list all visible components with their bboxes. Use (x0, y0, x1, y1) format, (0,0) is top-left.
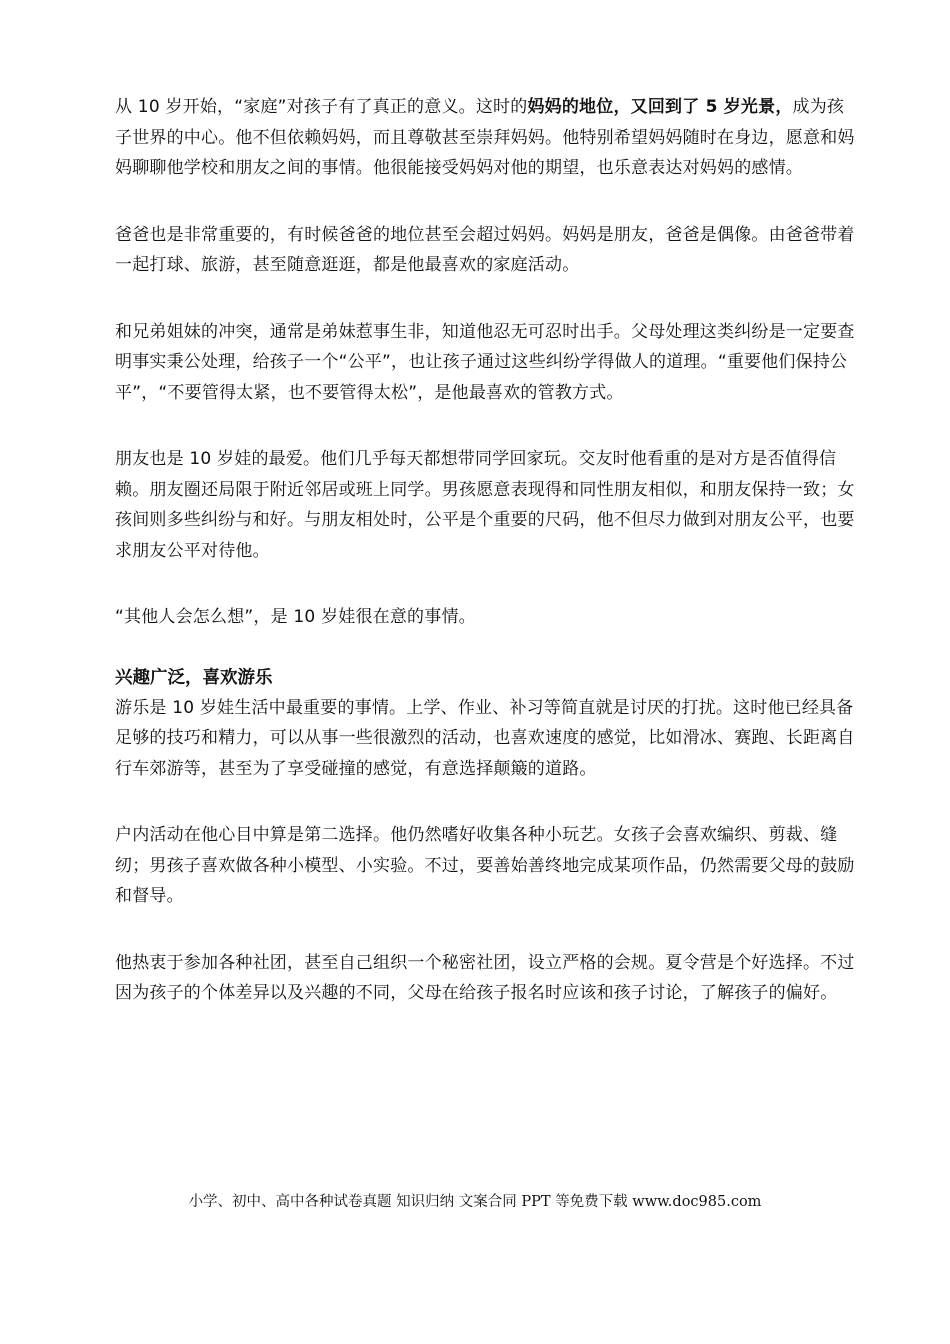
section-heading: 兴趣广泛，喜欢游乐 (115, 667, 273, 688)
paragraph-father: 爸爸也是非常重要的，有时候爸爸的地位甚至会超过妈妈。妈妈是朋友，爸爸是偶像。由爸爸带着一起打球、旅游，甚至随意逛逛，都是他最喜欢的家庭活动。 (115, 224, 855, 275)
document-body (115, 92, 855, 1009)
paragraph-text: 从 10 岁开始，“家庭”对孩子有了真正的意义。这时的 (115, 97, 528, 117)
paragraph-text: 成为孩子世界的中心。他不但依赖妈妈，而且尊敬甚至崇拜妈妈。他特别希望妈妈随时在身边，愿意和妈妈聊聊他学校和朋友之间的事情。他很能接受妈妈对他的期望，也乐意表达对妈妈的感情。 (115, 97, 855, 178)
paragraph-clubs: 他热衷于参加各种社团，甚至自己组织一个秘密社团，设立严格的会规。夏令营是个好选择。不过因为孩子的个体差异以及兴趣的不同，父母在给孩子报名时应该和孩子讨论，了解孩子的偏好。 (115, 952, 855, 1003)
bold-emphasis: 妈妈的地位，又回到了 5 岁光景， (527, 97, 793, 117)
paragraph-others-opinion: “其他人会怎么想”，是 10 岁娃很在意的事情。 (115, 607, 476, 627)
paragraph-family-mother (115, 92, 855, 184)
paragraph-friends: 朋友也是 10 岁娃的最爱。他们几乎每天都想带同学回家玩。交友时他看重的是对方是否值得信赖。朋友圈还局限于附近邻居或班上同学。男孩愿意表现得和同性朋友相似，和朋友保持一致；女孩间则多些纠纷与和好。与朋友相处时，公平是个重要的尺码，他不但尽力做到对朋友公平，也要求朋友公平对待他。 (115, 449, 855, 561)
paragraph-indoor: 户内活动在他心目中算是第二选择。他仍然嗜好收集各种小玩艺。女孩子会喜欢编织、剪裁、缝纫；男孩子喜欢做各种小模型、小实验。不过，要善始善终地完成某项作品，仍然需要父母的鼓励和督导。 (115, 825, 855, 906)
paragraph-siblings: 和兄弟姐妹的冲突，通常是弟妹惹事生非，知道他忍无可忍时出手。父母处理这类纠纷是一定要查明事实秉公处理，给孩子一个“公平”，也让孩子通过这些纠纷学得做人的道理。“重要他们保持公平”，“不要管得太紧，也不要管得太松”，是他最喜欢的管教方式。 (115, 321, 855, 403)
paragraph-play: 游乐是 10 岁娃生活中最重要的事情。上学、作业、补习等简直就是讨厌的打扰。这时他已经具备足够的技巧和精力，可以从事一些很激烈的活动，也喜欢速度的感觉，比如滑冰、赛跑、长距离自行车郊游等，甚至为了享受碰撞的感觉，有意选择颠簸的道路。 (115, 697, 855, 779)
page-footer: 小学、初中、高中各种试卷真题 知识归纳 文案合同 PPT 等免费下载 www.doc985.com (188, 1194, 762, 1210)
